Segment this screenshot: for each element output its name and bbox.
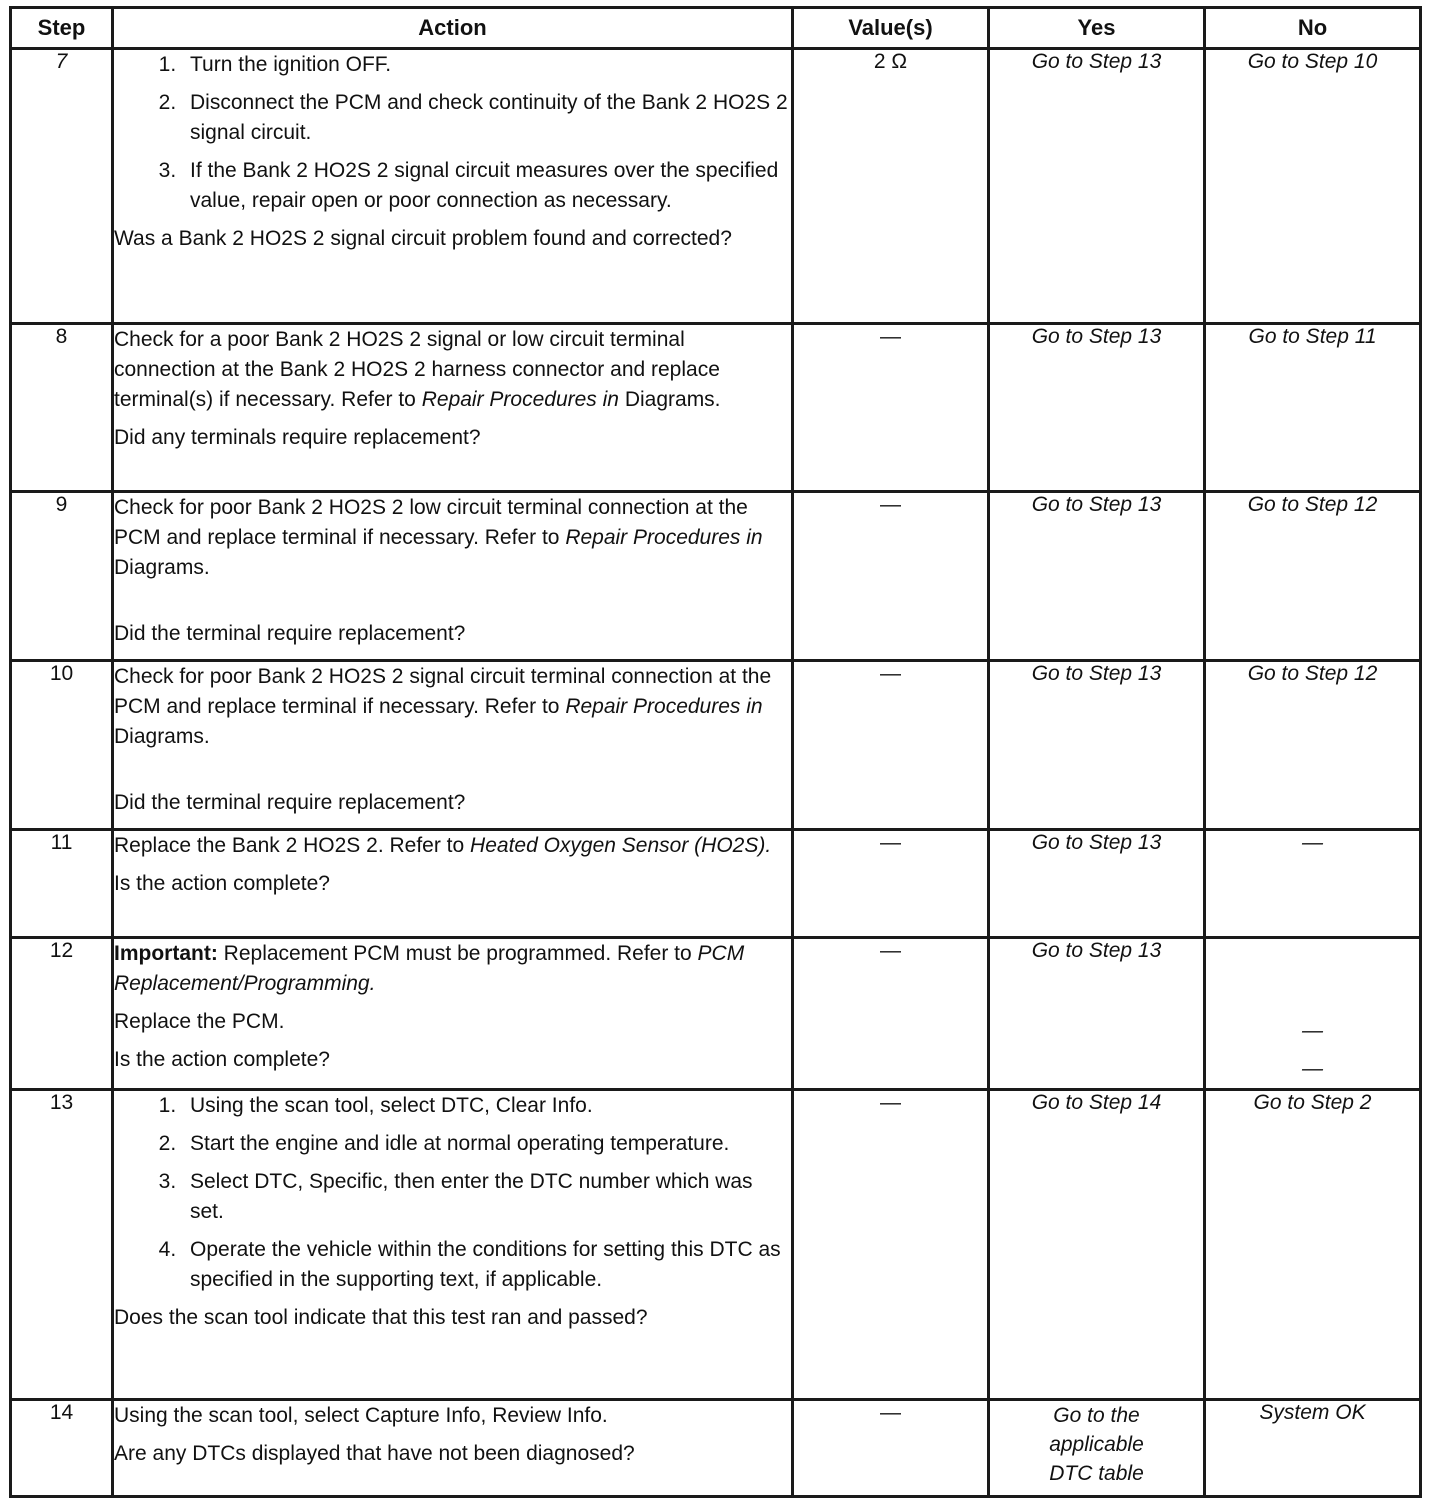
instruction-text: Replace the PCM. (114, 1010, 285, 1033)
question-text: Was a Bank 2 HO2S 2 signal circuit problem found and corrected? (114, 227, 732, 250)
action-list (114, 1091, 791, 1295)
action-list (114, 50, 791, 216)
yes-link[interactable]: Go to Step 13 (989, 324, 1205, 492)
no-link[interactable]: Go to Step 12 (1205, 661, 1421, 830)
no-value: — (1302, 1019, 1323, 1042)
yes-line: Go to the (1053, 1404, 1140, 1427)
list-item: 3. Select DTC, Specific, then enter the DTC number which was set. (182, 1167, 791, 1227)
reference-link[interactable]: Repair Procedures in (565, 695, 763, 718)
important-label: Important: (114, 942, 218, 965)
header-action: Action (113, 8, 793, 49)
no-link[interactable]: Go to Step 10 (1205, 49, 1421, 324)
step-number: 7 (11, 49, 113, 324)
header-yes: Yes (989, 8, 1205, 49)
action-cell (113, 1090, 793, 1400)
header-row (11, 8, 1421, 49)
action-text: Check for a poor Bank 2 HO2S 2 signal or low circuit terminal connection at the Bank 2 HO2S 2 harness connector and replace terminal(s) if necessary. Refer to (114, 328, 720, 411)
action-cell (113, 324, 793, 492)
action-cell (113, 938, 793, 1090)
no-link[interactable]: Go to Step 2 (1205, 1090, 1421, 1400)
no-value: — (1302, 1057, 1323, 1080)
reference-link[interactable]: PCM Replacement/Programming. (114, 942, 745, 995)
action-cell (113, 492, 793, 661)
value-cell: — (793, 938, 989, 1090)
action-cell (113, 661, 793, 830)
list-item: 2. Disconnect the PCM and check continuity of the Bank 2 HO2S 2 signal circuit. (182, 88, 791, 148)
no-value: — (1205, 830, 1421, 938)
header-step: Step (11, 8, 113, 49)
value-cell: — (793, 324, 989, 492)
list-item: 2. Start the engine and idle at normal operating temperature. (182, 1129, 791, 1159)
question-text: Does the scan tool indicate that this test ran and passed? (114, 1306, 648, 1329)
yes-link[interactable]: Go to Step 13 (989, 661, 1205, 830)
yes-link[interactable]: Go to Step 14 (989, 1090, 1205, 1400)
action-cell (113, 830, 793, 938)
question-text: Are any DTCs displayed that have not been diagnosed? (114, 1442, 635, 1465)
step-number: 10 (11, 661, 113, 830)
table-row-step-7 (11, 49, 1421, 324)
step-number: 9 (11, 492, 113, 661)
table-row-step-11 (11, 830, 1421, 938)
action-cell (113, 49, 793, 324)
table-row-step-13 (11, 1090, 1421, 1400)
question-text: Is the action complete? (114, 1048, 330, 1071)
question-text: Is the action complete? (114, 872, 330, 895)
action-text: Check for poor Bank 2 HO2S 2 low circuit terminal connection at the PCM and replace terminal if necessary. Refer to (114, 496, 748, 549)
value-cell: — (793, 661, 989, 830)
question-text: Did the terminal require replacement? (114, 622, 466, 645)
yes-line: applicable (1049, 1433, 1144, 1456)
step-number: 12 (11, 938, 113, 1090)
reference-tail: Diagrams. (624, 388, 721, 411)
yes-link[interactable]: Go to Step 13 (989, 938, 1205, 1090)
list-item: 1. Using the scan tool, select DTC, Clear Info. (182, 1091, 791, 1121)
list-item: 1. Turn the ignition OFF. (182, 50, 791, 80)
yes-link[interactable] (989, 1400, 1205, 1497)
reference-tail: Diagrams. (114, 556, 210, 579)
table-row-step-9 (11, 492, 1421, 661)
no-value: System OK (1205, 1400, 1421, 1497)
yes-link[interactable]: Go to Step 13 (989, 492, 1205, 661)
diagnostic-table-page (9, 6, 1419, 1498)
question-text: Did the terminal require replacement? (114, 791, 466, 814)
step-number: 13 (11, 1090, 113, 1400)
no-link[interactable]: Go to Step 12 (1205, 492, 1421, 661)
reference-link[interactable]: Repair Procedures in (565, 526, 763, 549)
value-cell: — (793, 830, 989, 938)
table-row-step-12 (11, 938, 1421, 1090)
table-row-step-10 (11, 661, 1421, 830)
important-text: Replacement PCM must be programmed. Refer to (223, 942, 692, 965)
value-cell: 2 Ω (793, 49, 989, 324)
no-cell (1205, 938, 1421, 1090)
table-row-step-14 (11, 1400, 1421, 1497)
value-cell: — (793, 1090, 989, 1400)
action-text: Replace the Bank 2 HO2S 2. Refer to (114, 834, 465, 857)
value-cell: — (793, 492, 989, 661)
reference-link[interactable]: Heated Oxygen Sensor (HO2S). (470, 834, 772, 857)
reference-tail: Diagrams. (114, 725, 210, 748)
yes-line: DTC table (1049, 1462, 1144, 1485)
header-no: No (1205, 8, 1421, 49)
header-values: Value(s) (793, 8, 989, 49)
no-link[interactable]: Go to Step 11 (1205, 324, 1421, 492)
yes-link[interactable]: Go to Step 13 (989, 830, 1205, 938)
question-text: Did any terminals require replacement? (114, 426, 481, 449)
value-cell: — (793, 1400, 989, 1497)
yes-link[interactable]: Go to Step 13 (989, 49, 1205, 324)
step-number: 8 (11, 324, 113, 492)
table-row-step-8 (11, 324, 1421, 492)
action-cell (113, 1400, 793, 1497)
action-text: Check for poor Bank 2 HO2S 2 signal circuit terminal connection at the PCM and replace terminal if necessary. Refer to (114, 665, 772, 718)
reference-link[interactable]: Repair Procedures in (421, 388, 619, 411)
list-item: 3. If the Bank 2 HO2S 2 signal circuit measures over the specified value, repair open or poor connection as necessary. (182, 156, 791, 216)
step-number: 14 (11, 1400, 113, 1497)
step-number: 11 (11, 830, 113, 938)
instruction-text: Using the scan tool, select Capture Info, Review Info. (114, 1404, 608, 1427)
list-item: 4. Operate the vehicle within the conditions for setting this DTC as specified in the supporting text, if applicable. (182, 1235, 791, 1295)
diagnostic-table (9, 6, 1422, 1498)
